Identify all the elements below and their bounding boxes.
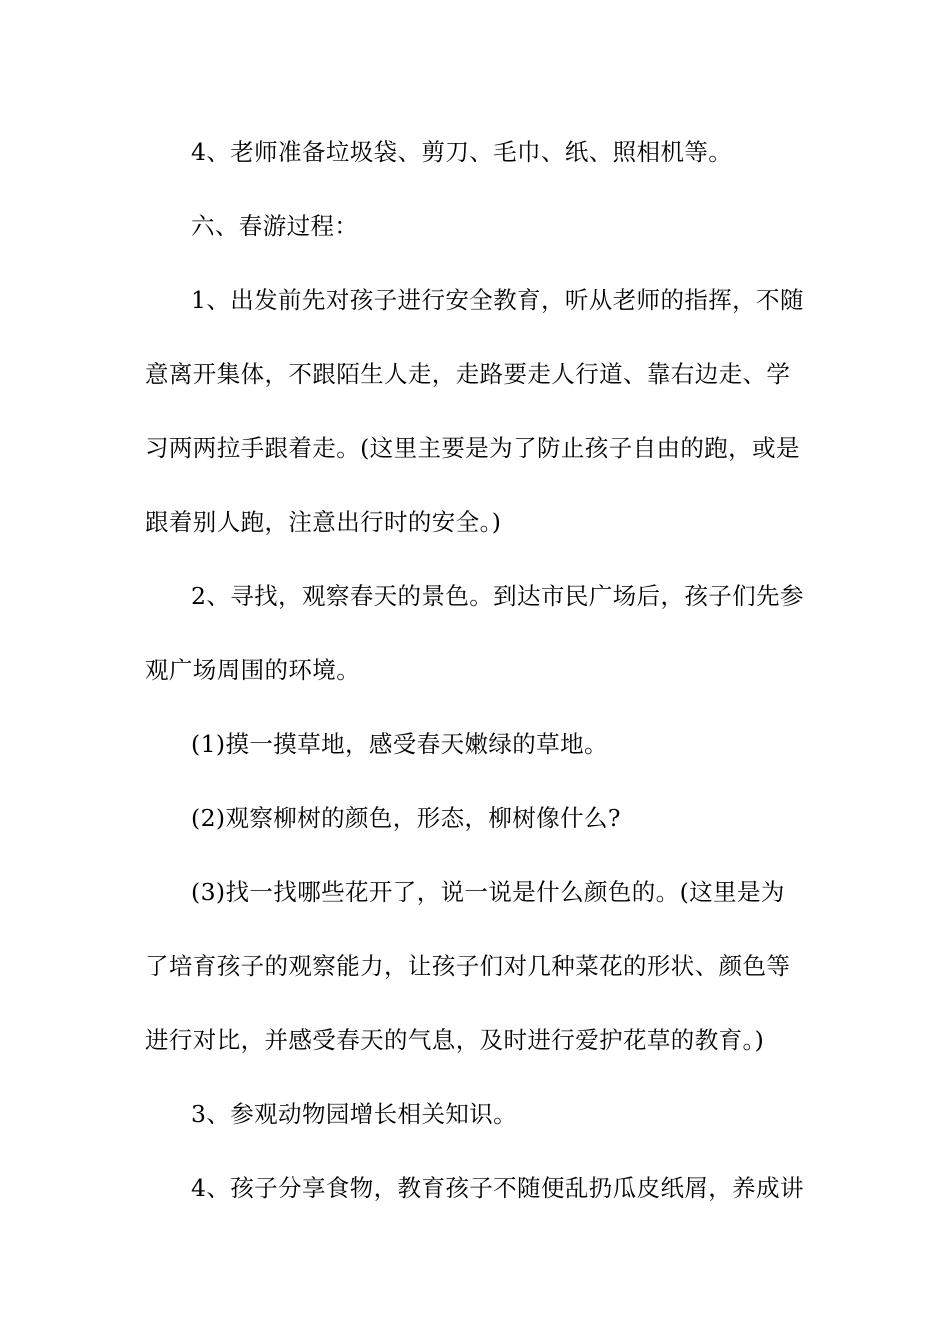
paragraph-line: (1)摸一摸草地，感受春天嫩绿的草地。 [191,730,608,758]
paragraph-line: 观广场周围的环境。 [145,656,361,684]
paragraph-line: 4、老师准备垃圾袋、剪刀、毛巾、纸、照相机等。 [191,138,733,166]
paragraph-line: 跟着别人跑，注意出行时的安全。) [145,508,502,536]
paragraph-line: (3)找一找哪些花开了，说一说是什么颜色的。(这里是为 [191,878,785,906]
paragraph-line: 了培育孩子的观察能力，让孩子们对几种菜花的形状、颜色等 [145,952,791,980]
section-heading: 六、春游过程： [191,212,359,240]
paragraph-line: 3、参观动物园增长相关知识。 [191,1100,518,1128]
paragraph-line: 意离开集体，不跟陌生人走，走路要走人行道、靠右边走、学 [145,360,791,388]
paragraph-line: 4、孩子分享食物，教育孩子不随便乱扔瓜皮纸屑，养成讲 [191,1174,804,1202]
paragraph-line: 进行对比，并感受春天的气息，及时进行爱护花草的教育。) [145,1026,765,1054]
paragraph-line: 习两两拉手跟着走。(这里主要是为了防止孩子自由的跑，或是 [145,434,800,462]
paragraph-line: 2、寻找，观察春天的景色。到达市民广场后，孩子们先参 [191,582,804,610]
paragraph-line: 1、出发前先对孩子进行安全教育，听从老师的指挥，不随 [191,286,804,314]
paragraph-line: (2)观察柳树的颜色，形态，柳树像什么? [191,804,621,832]
